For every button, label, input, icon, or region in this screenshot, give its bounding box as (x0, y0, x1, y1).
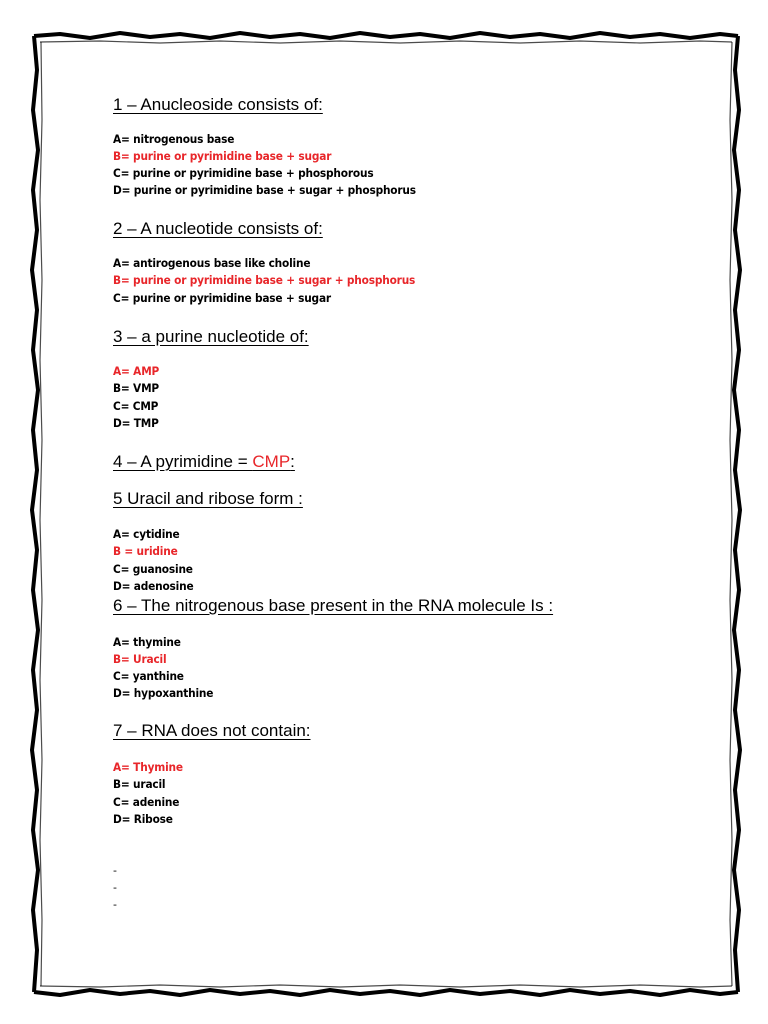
q5-answer-b: B = uridine (113, 544, 178, 558)
question-6-title: 6 – The nitrogenous base present in the RNA molecule Is : (113, 596, 554, 615)
q7-answer-d: D= Ribose (113, 812, 173, 826)
q6-answer-a: A= thymine (113, 635, 181, 649)
q1-answer-a: A= nitrogenous base (113, 132, 235, 146)
q6-answer-b: B= Uracil (113, 652, 167, 666)
q3-answer-a: A= AMP (113, 364, 160, 378)
q7-answer-c: C= adenine (113, 795, 180, 809)
question-2-title: 2 – A nucleotide consists of: (113, 219, 323, 238)
q5-answer-d: D= adenosine (113, 579, 194, 593)
question-7-title: 7 – RNA does not contain: (113, 721, 311, 740)
question-4-title (113, 452, 295, 472)
q4-prefix: 4 – A pyrimidine = (113, 452, 253, 471)
q4-suffix: : (290, 452, 295, 471)
q5-answer-c: C= guanosine (113, 562, 193, 576)
trailing-dash: - (113, 881, 117, 894)
question-3-title: 3 – a purine nucleotide of: (113, 327, 309, 346)
q7-answer-b: B= uracil (113, 777, 166, 791)
q1-answer-b: B= purine or pyrimidine base + sugar (113, 149, 332, 163)
q7-answer-a: A= Thymine (113, 760, 183, 774)
q2-answer-a: A= antirogenous base like choline (113, 256, 311, 270)
trailing-dash: - (113, 898, 117, 911)
q3-answer-d: D= TMP (113, 416, 159, 430)
question-1-title: 1 – Anucleoside consists of: (113, 95, 323, 114)
q5-answer-a: A= cytidine (113, 527, 180, 541)
question-5-title: 5 Uracil and ribose form : (113, 489, 303, 508)
q4-answer: CMP (252, 452, 291, 471)
q1-answer-d: D= purine or pyrimidine base + sugar + phosphorus (113, 183, 416, 197)
q2-answer-b: B= purine or pyrimidine base + sugar + phosphorus (113, 273, 416, 287)
q3-answer-c: C= CMP (113, 399, 159, 413)
q1-answer-c: C= purine or pyrimidine base + phosphorous (113, 166, 374, 180)
q2-answer-c: C= purine or pyrimidine base + sugar (113, 291, 331, 305)
q6-answer-d: D= hypoxanthine (113, 686, 214, 700)
trailing-dash: - (113, 864, 117, 877)
q3-answer-b: B= VMP (113, 381, 159, 395)
q6-answer-c: C= yanthine (113, 669, 184, 683)
